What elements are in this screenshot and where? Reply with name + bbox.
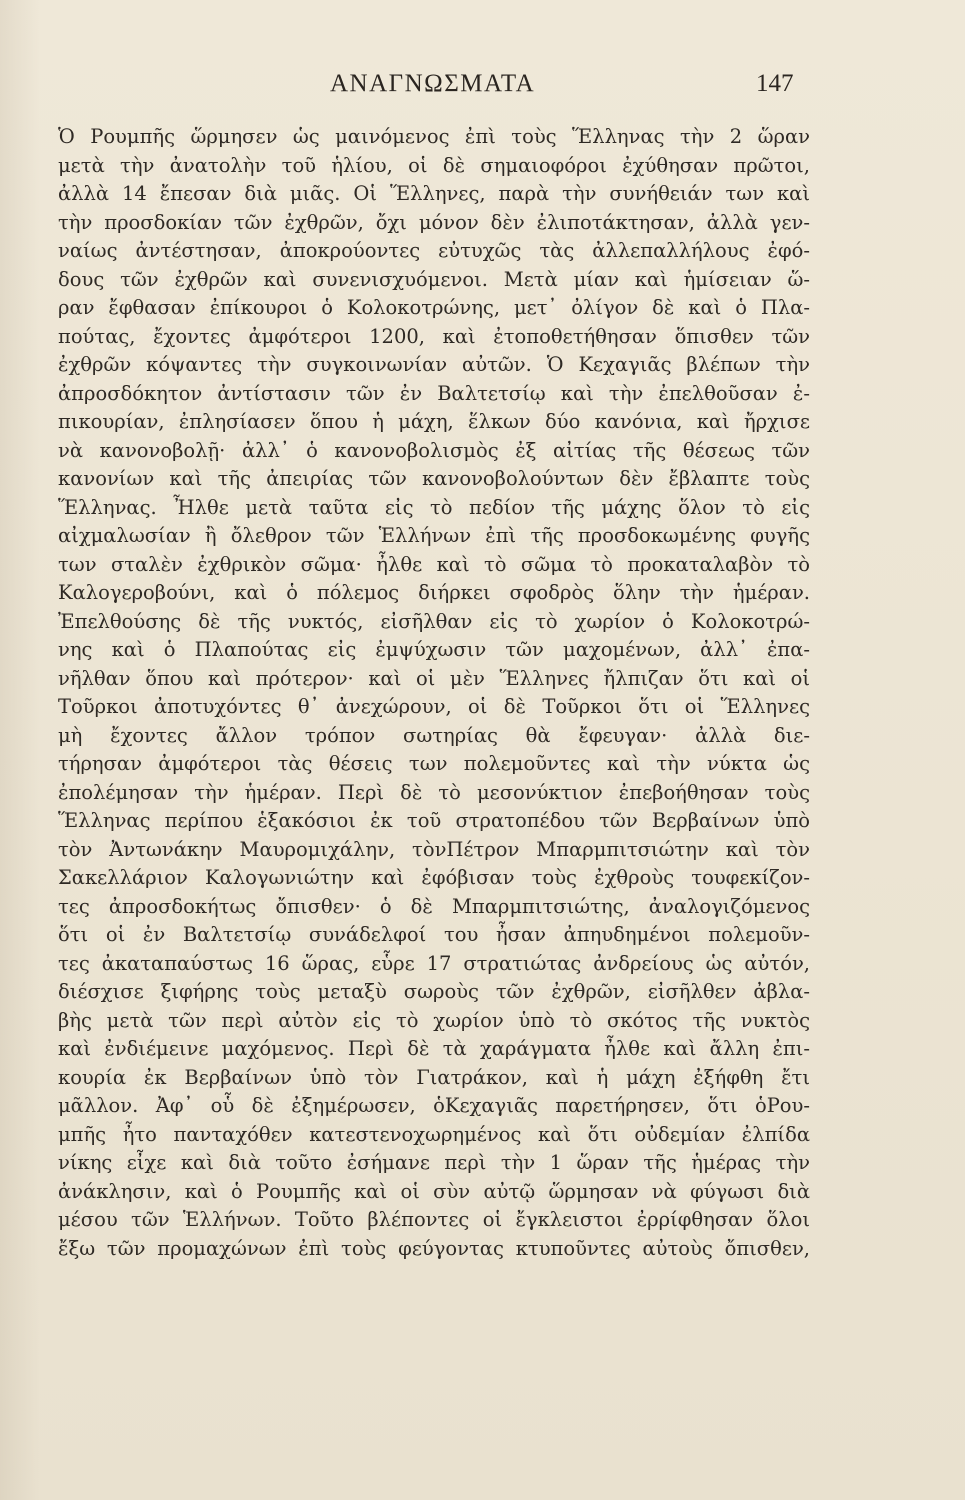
- text-line: Ἕλληνας περίπου ἑξακόσιοι ἐκ τοῦ στρατοπέδου τῶν Βερβαίνων ὑπὸ: [58, 809, 810, 832]
- text-line: δους τῶν ἐχθρῶν καὶ συνενισχυόμενοι. Μετὰ μίαν καὶ ἡμίσειαν ὥ-: [58, 267, 810, 291]
- text-line: ραν ἔφθασαν ἐπίκουροι ὁ Κολοκοτρώνης, μετ᾽ ὀλίγον δὲ καὶ ὁ Πλα-: [58, 296, 810, 319]
- text-line: ἔξω τῶν προμαχώνων ἐπὶ τοὺς φεύγοντας κτυποῦντες αὐτοὺς ὄπισθεν,: [58, 1236, 810, 1260]
- text-line: Σακελλάριον Καλογωνιώτην καὶ ἐφόβισαν τοὺς ἐχθροὺς τουφεκίζον-: [58, 866, 810, 889]
- text-line: ναίως ἀντέστησαν, ἀποκρούοντες εὐτυχῶς τὰς ἀλλεπαλλήλους ἐφό-: [58, 239, 810, 262]
- text-line: πούτας, ἔχοντες ἀμφότεροι 1200, καὶ ἐτοποθετήθησαν ὅπισθεν τῶν: [58, 324, 810, 348]
- text-line: νὰ κανονοβολῇ· ἀλλ᾽ ὁ κανονοβολισμὸς ἐξ αἰτίας τῆς θέσεως τῶν: [58, 438, 810, 462]
- text-line: ἀνάκλησιν, καὶ ὁ Ρουμπῆς καὶ οἱ σὺν αὐτῷ ὥρμησαν νὰ φύγωσι διὰ: [58, 1179, 810, 1203]
- text-line: Καλογεροβούνι, καὶ ὁ πόλεμος διήρκει σφοδρὸς ὅλην τὴν ἡμέραν.: [58, 581, 810, 604]
- text-line: νῆλθαν ὅπου καὶ πρότερον· καὶ οἱ μὲν Ἕλληνες ἤλπιζαν ὅτι καὶ οἱ: [58, 666, 810, 690]
- text-line: διέσχισε ξιφήρης τοὺς μεταξὺ σωροὺς τῶν ἐχθρῶν, εἰσῆλθεν ἀβλα-: [58, 980, 810, 1003]
- text-line: πικουρίαν, ἐπλησίασεν ὅπου ἡ μάχη, ἕλκων δύο κανόνια, καὶ ἤρχισε: [58, 410, 810, 433]
- text-line: ἀλλὰ 14 ἔπεσαν διὰ μιᾶς. Οἱ Ἕλληνες, παρὰ τὴν συνήθειάν των καὶ: [58, 182, 810, 205]
- running-head-title: ΑΝΑΓΝΩΣΜΑΤΑ: [330, 70, 536, 97]
- text-line: κανονίων καὶ τῆς ἀπειρίας τῶν κανονοβολούντων δὲν ἔβλαπτε τοὺς: [58, 467, 810, 490]
- text-line: τὴν προσδοκίαν τῶν ἐχθρῶν, ὄχι μόνον δὲν ἐλιποτάκτησαν, ἀλλὰ γεν-: [58, 210, 810, 234]
- text-line: Ἕλληνας. Ἦλθε μετὰ ταῦτα εἰς τὸ πεδίον τῆς μάχης ὅλον τὸ εἰς: [58, 495, 810, 519]
- text-line: των σταλὲν ἐχθρικὸν σῶμα· ἦλθε καὶ τὸ σῶμα τὸ προκαταλαβὸν τὸ: [58, 552, 810, 576]
- text-line: τες ἀπροσδοκήτως ὄπισθεν· ὁ δὲ Μπαρμπιτσιώτης, ἀναλογιζόμενος: [58, 894, 810, 918]
- text-line: μπῆς ἦτο πανταχόθεν κατεστενοχωρημένος καὶ ὅτι οὐδεμίαν ἐλπίδα: [58, 1122, 810, 1146]
- text-line: τήρησαν ἀμφότεροι τὰς θέσεις των πολεμοῦντες καὶ τὴν νύκτα ὡς: [58, 752, 810, 775]
- text-line: μετὰ τὴν ἀνατολὴν τοῦ ἡλίου, οἱ δὲ σημαιοφόροι ἐχύθησαν πρῶτοι,: [58, 153, 810, 177]
- text-line: καὶ ἐνδιέμεινε μαχόμενος. Περὶ δὲ τὰ χαράγματα ἦλθε καὶ ἄλλη ἐπι-: [58, 1037, 810, 1060]
- text-line: μᾶλλον. Ἀφ᾽ οὗ δὲ ἐξημέρωσεν, ὁΚεχαγιᾶς παρετήρησεν, ὅτι ὁΡου-: [58, 1094, 810, 1117]
- text-line: τὸν Ἀντωνάκην Μαυρομιχάλην, τὸνΠέτρον Μπαρμπιτσιώτην καὶ τὸν: [58, 837, 810, 861]
- body-text: [58, 123, 810, 1263]
- text-line: ὅτι οἱ ἐν Βαλτετσίῳ συνάδελφοί του ἦσαν ἀπηυδημένοι πολεμοῦν-: [58, 923, 810, 946]
- text-line: Ὁ Ρουμπῆς ὥρμησεν ὡς μαινόμενος ἐπὶ τοὺς Ἕλληνας τὴν 2 ὥραν: [58, 125, 810, 148]
- text-line: ἀπροσδόκητον ἀντίστασιν τῶν ἐν Βαλτετσίῳ καὶ τὴν ἐπελθοῦσαν ἐ-: [58, 381, 810, 405]
- text-line: μέσου τῶν Ἑλλήνων. Τοῦτο βλέποντες οἱ ἔγκλειστοι ἐρρίφθησαν ὅλοι: [58, 1208, 810, 1231]
- text-line: ἐπολέμησαν τὴν ἡμέραν. Περὶ δὲ τὸ μεσονύκτιον ἐπεβοήθησαν τοὺς: [58, 780, 810, 804]
- text-line: μὴ ἔχοντες ἄλλον τρόπον σωτηρίας θὰ ἔφευγαν· ἀλλὰ διε-: [58, 723, 810, 747]
- text-line: ἐχθρῶν κόψαντες τὴν συγκοινωνίαν αὐτῶν. Ὁ Κεχαγιᾶς βλέπων τὴν: [58, 353, 810, 376]
- text-line: κουρία ἐκ Βερβαίνων ὑπὸ τὸν Γιατράκον, καὶ ἡ μάχη ἐξήφθη ἔτι: [58, 1065, 810, 1089]
- text-line: βὴς μετὰ τῶν περὶ αὐτὸν εἰς τὸ χωρίον ὑπὸ τὸ σκότος τῆς νυκτὸς: [58, 1008, 810, 1032]
- text-line: Ἐπελθούσης δὲ τῆς νυκτός, εἰσῆλθαν εἰς τὸ χωρίον ὁ Κολοκοτρώ-: [58, 609, 810, 633]
- text-line: Τοῦρκοι ἀποτυχόντες θ᾽ ἀνεχώρουν, οἱ δὲ Τοῦρκοι ὅτι οἱ Ἕλληνες: [58, 695, 810, 718]
- text-line: νίκης εἶχε καὶ διὰ τοῦτο ἐσήμανε περὶ τὴν 1 ὥραν τῆς ἡμέρας τὴν: [58, 1151, 810, 1174]
- page-number: 147: [756, 70, 794, 97]
- text-line: τες ἀκαταπαύστως 16 ὥρας, εὗρε 17 στρατιώτας ἀνδρείους ὡς αὐτόν,: [58, 951, 810, 975]
- text-line: αἰχμαλωσίαν ἢ ὄλεθρον τῶν Ἑλλήνων ἐπὶ τῆς προσδοκωμένης φυγῆς: [58, 524, 810, 547]
- text-line: νης καὶ ὁ Πλαπούτας εἰς ἐμψύχωσιν τῶν μαχομένων, ἀλλ᾽ ἐπα-: [58, 638, 810, 661]
- running-head: [0, 70, 965, 110]
